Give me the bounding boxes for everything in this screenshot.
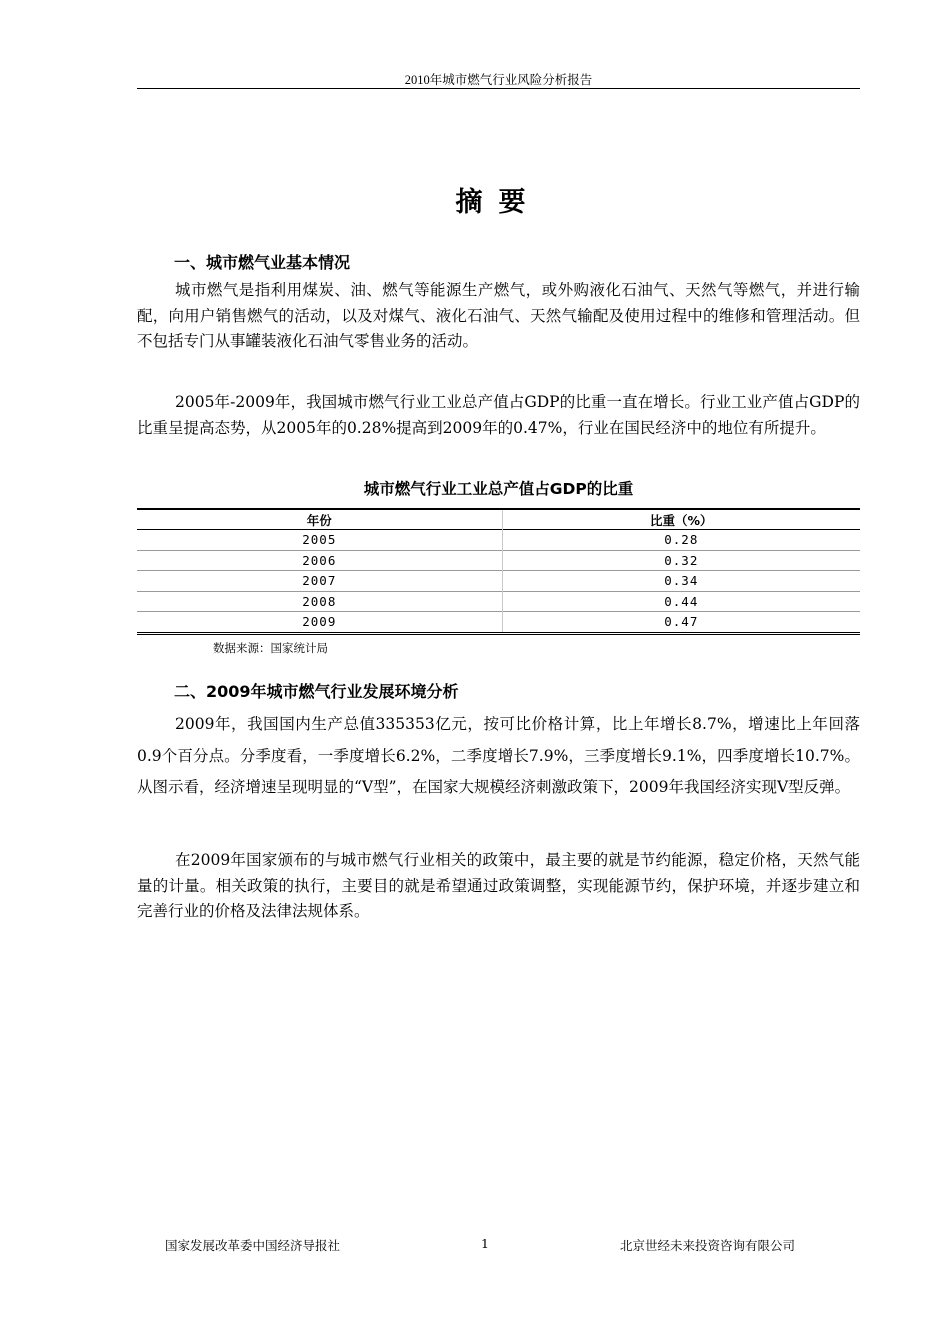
table-row <box>137 591 860 612</box>
year-cell: 2007 <box>302 573 337 589</box>
section2-heading: 二、2009年城市燃气行业发展环境分析 <box>174 682 459 701</box>
year-cell: 2006 <box>302 552 337 568</box>
column-header-year: 年份 <box>306 512 332 528</box>
running-header: 2010年城市燃气行业风险分析报告 <box>404 73 593 87</box>
table-row <box>137 571 860 592</box>
table-row <box>137 612 860 634</box>
section1-paragraph-1: 城市燃气是指利用煤炭、油、燃气等能源生产燃气，或外购液化石油气、天然气等燃气，并进行输配，向用户销售燃气的活动，以及对煤气、液化石油气、天然气输配及使用过程中的维修和管理活动。但不包括专门从事罐装液化石油气零售业务的活动。 <box>137 281 860 350</box>
share-cell: 0.28 <box>502 530 860 551</box>
header-rule <box>137 88 860 89</box>
footer-left: 国家发展改革委中国经济导报社 <box>165 1238 341 1253</box>
section2-paragraph-2: 在2009年国家颁布的与城市燃气行业相关的政策中，最主要的就是节约能源，稳定价格，天然气能量的计量。相关政策的执行，主要目的就是希望通过政策调整，实现能源节约，保护环境，并逐步建立和完善行业的价格及法律法规体系。 <box>137 851 860 920</box>
page-title: 摘要 <box>455 187 542 218</box>
year-cell: 2005 <box>302 532 337 548</box>
table-header-row <box>137 509 860 530</box>
section2-paragraph-1: 2009年，我国国内生产总值335353亿元，按可比价格计算，比上年增长8.7%，增速比上年回落0.9个百分点。分季度看，一季度增长6.2%，二季度增长7.9%，三季度增长9.1%，四季度增长10.7%。从图示看，经济增速呈现明显的“V型”，在国家大规模经济刺激政策下，2009年我国经济实现V型反弹。 <box>137 715 860 796</box>
footer-right: 北京世经未来投资咨询有限公司 <box>620 1238 796 1253</box>
share-cell: 0.32 <box>502 550 860 571</box>
share-cell: 0.44 <box>502 591 860 612</box>
column-header-share: 比重（%） <box>502 509 860 530</box>
table-title: 城市燃气行业工业总产值占GDP的比重 <box>363 480 634 498</box>
gdp-share-table <box>137 508 860 635</box>
table-source-note: 数据来源：国家统计局 <box>213 641 328 655</box>
section1-heading: 一、城市燃气业基本情况 <box>174 253 351 272</box>
year-cell: 2008 <box>302 593 337 609</box>
share-cell: 0.34 <box>502 571 860 592</box>
year-cell: 2009 <box>302 614 337 630</box>
section1-paragraph-2: 2005年-2009年，我国城市燃气行业工业总产值占GDP的比重一直在增长。行业工业产值占GDP的比重呈提高态势，从2005年的0.28%提高到2009年的0.47%，行业在国民经济中的地位有所提升。 <box>137 393 860 437</box>
table-row <box>137 550 860 571</box>
page-number: 1 <box>481 1236 489 1251</box>
table-row <box>137 530 860 551</box>
share-cell: 0.47 <box>502 612 860 634</box>
